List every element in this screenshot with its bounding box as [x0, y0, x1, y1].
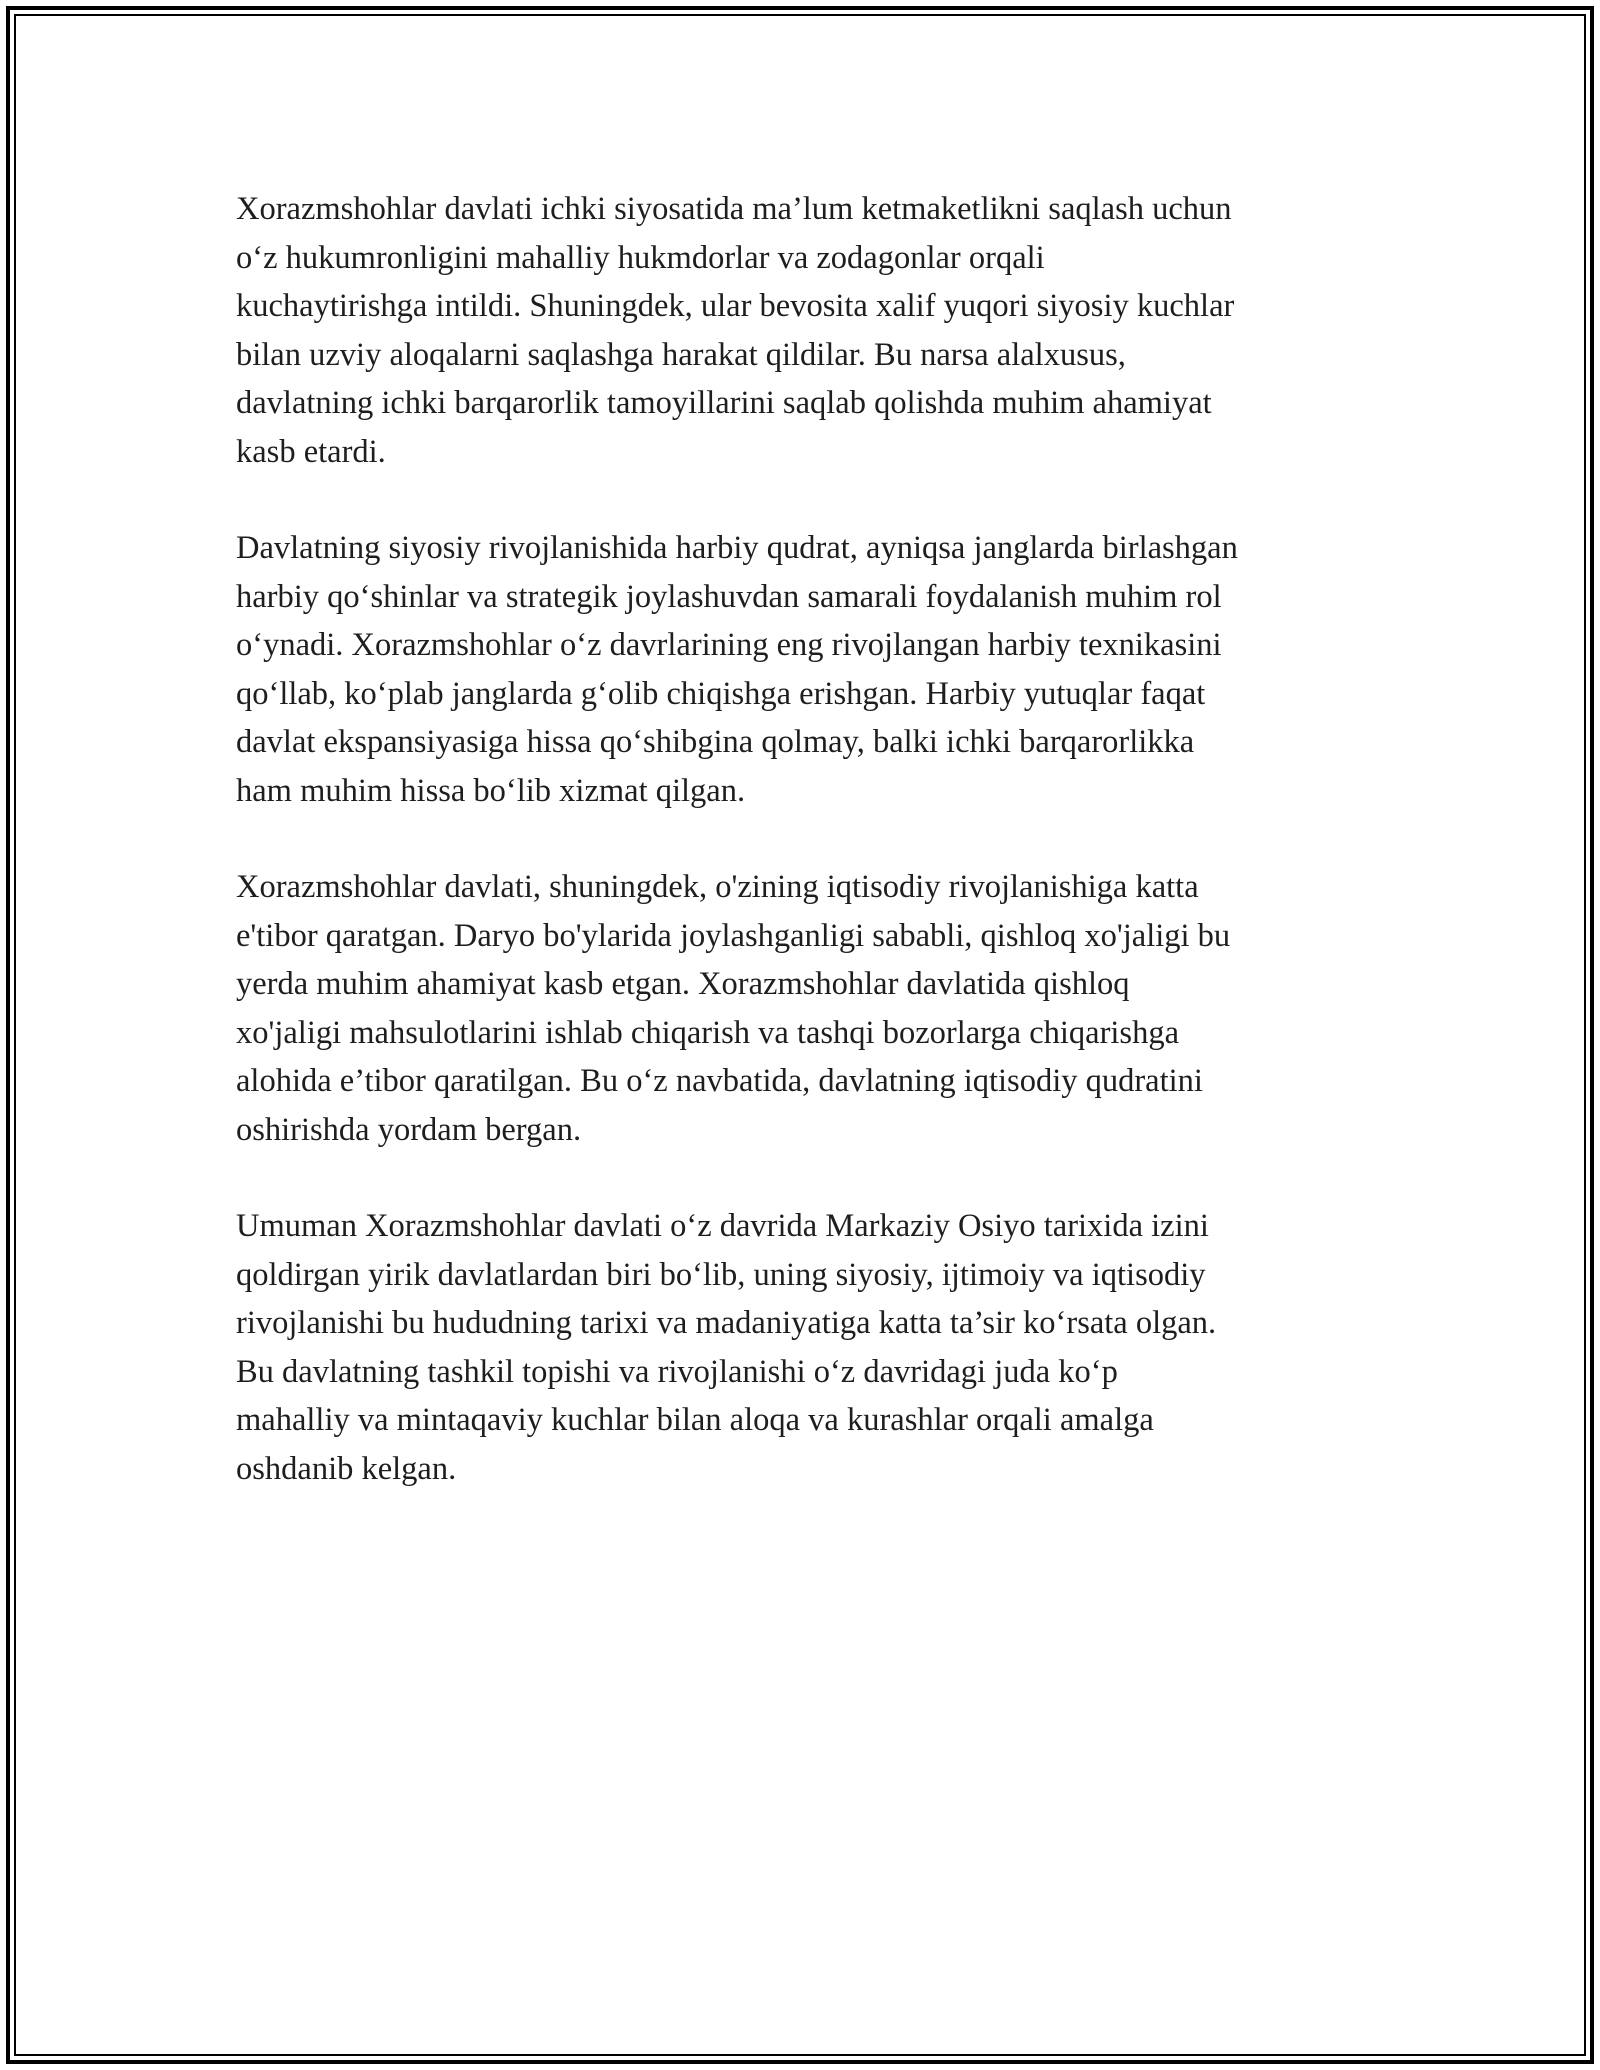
text-line: Davlatning siyosiy rivojlanishida harbiy qudrat, ayniqsa janglarda birlashgan: [236, 530, 1238, 566]
text-line: oshdanib kelgan.: [236, 1450, 457, 1487]
text-line: o‘ynadi. Xorazmshohlar o‘z davrlarining eng rivojlangan harbiy texnikasini: [236, 627, 1222, 663]
text-line: qoldirgan yirik davlatlardan biri bo‘lib, uning siyosiy, ijtimoiy va iqtisodiy: [236, 1256, 1206, 1293]
paragraph-4: [236, 1202, 1366, 1493]
text-line: oshirishda yordam bergan.: [236, 1111, 582, 1148]
text-line: kuchaytirishga intildi. Shuningdek, ular bevosita xalif yuqori siyosiy kuchlar: [236, 288, 1235, 324]
text-line: xo'jaligi mahsulotlarini ishlab chiqarish va tashqi bozorlarga chiqarishga: [236, 1014, 1180, 1051]
paragraph-1: [236, 185, 1366, 476]
document-body: [236, 185, 1366, 1541]
text-line: o‘z hukumronligini mahalliy hukmdorlar va zodagonlar orqali: [236, 239, 1045, 276]
text-line: davlat ekspansiyasiga hissa qo‘shibgina qolmay, balki ichki barqarorlikka: [236, 724, 1195, 760]
text-line: Xorazmshohlar davlati ichki siyosatida ma’lum ketmaketlikni saqlash uchun: [236, 191, 1232, 227]
text-line: kasb etardi.: [236, 433, 386, 470]
text-line: e'tibor qaratgan. Daryo bo'ylarida joylashganligi sababli, qishloq xo'jaligi bu: [236, 917, 1231, 954]
text-line: Bu davlatning tashkil topishi va rivojlanishi o‘z davridagi juda ko‘p: [236, 1353, 1118, 1390]
text-line: harbiy qo‘shinlar va strategik joylashuvdan samarali foydalanish muhim rol: [236, 578, 1222, 615]
text-line: davlatning ichki barqarorlik tamoyillarini saqlab qolishda muhim ahamiyat: [236, 385, 1212, 421]
paragraph-3: [236, 863, 1366, 1154]
text-line: yerda muhim ahamiyat kasb etgan. Xorazmshohlar davlatida qishloq: [236, 966, 1130, 1002]
text-line: rivojlanishi bu hududning tarixi va madaniyatiga katta ta’sir ko‘rsata olgan.: [236, 1305, 1217, 1341]
text-line: Umuman Xorazmshohlar davlati o‘z davrida Markaziy Osiyo tarixida izini: [236, 1208, 1209, 1244]
text-line: Xorazmshohlar davlati, shuningdek, o'zining iqtisodiy rivojlanishiga katta: [236, 869, 1199, 905]
text-line: alohida e’tibor qaratilgan. Bu o‘z navbatida, davlatning iqtisodiy qudratini: [236, 1063, 1203, 1099]
paragraph-2: [236, 524, 1366, 815]
text-line: qo‘llab, ko‘plab janglarda g‘olib chiqishga erishgan. Harbiy yutuqlar faqat: [236, 675, 1206, 712]
text-line: mahalliy va mintaqaviy kuchlar bilan aloqa va kurashlar orqali amalga: [236, 1402, 1154, 1438]
text-line: bilan uzviy aloqalarni saqlashga harakat qildilar. Bu narsa alalxusus,: [236, 336, 1126, 373]
text-line: ham muhim hissa bo‘lib xizmat qilgan.: [236, 772, 746, 809]
